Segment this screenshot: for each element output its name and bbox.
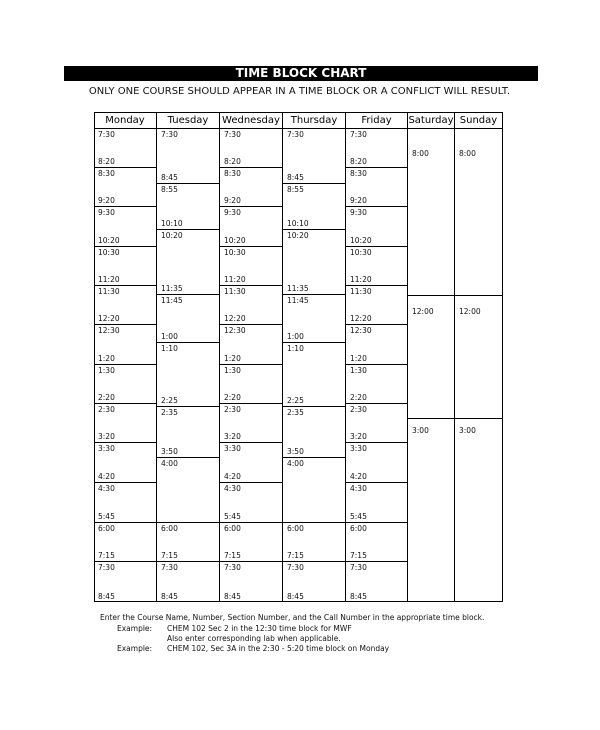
time-block[interactable] <box>283 523 345 562</box>
end-time: 11:35 <box>161 284 183 293</box>
end-time: 10:20 <box>98 236 120 245</box>
start-time: 9:30 <box>98 208 115 217</box>
end-time: 2:20 <box>98 393 115 402</box>
start-time: 11:45 <box>161 296 183 305</box>
end-time: 8:45 <box>224 592 241 601</box>
start-time: 6:00 <box>224 524 241 533</box>
time-block[interactable] <box>346 404 407 443</box>
time-block[interactable] <box>283 562 345 602</box>
day-header-sunday: Sunday <box>455 112 503 129</box>
start-time: 4:30 <box>350 484 367 493</box>
start-time: 7:30 <box>287 130 304 139</box>
end-time: 1:20 <box>350 354 367 363</box>
time-block[interactable] <box>283 295 345 343</box>
time-block[interactable] <box>346 483 407 523</box>
time-block[interactable] <box>157 184 219 230</box>
end-time: 5:45 <box>350 512 367 521</box>
time-block[interactable] <box>157 129 219 184</box>
start-time: 11:30 <box>350 287 372 296</box>
end-time: 9:20 <box>350 196 367 205</box>
start-time: 12:30 <box>98 326 120 335</box>
time-block[interactable] <box>94 247 156 286</box>
start-time: 3:30 <box>224 444 241 453</box>
end-time: 5:45 <box>224 512 241 521</box>
start-time: 2:35 <box>161 408 178 417</box>
time-block[interactable] <box>346 325 407 365</box>
time-block[interactable] <box>157 343 219 407</box>
time-block[interactable] <box>220 247 282 286</box>
start-time: 12:00 <box>459 307 481 316</box>
start-time: 9:30 <box>224 208 241 217</box>
end-time: 12:20 <box>224 314 246 323</box>
start-time: 8:30 <box>350 169 367 178</box>
start-time: 6:00 <box>98 524 115 533</box>
start-time: 6:00 <box>161 524 178 533</box>
start-time: 1:10 <box>287 344 304 353</box>
time-block[interactable] <box>220 207 282 247</box>
example-1: CHEM 102 Sec 2 in the 12:30 time block for MWF <box>167 624 352 633</box>
end-time: 8:45 <box>287 173 304 182</box>
example-1-lab: Also enter corresponding lab when applicable. <box>167 634 341 643</box>
example-label: Example: <box>117 624 153 633</box>
start-time: 3:30 <box>350 444 367 453</box>
end-time: 1:00 <box>287 332 304 341</box>
end-time: 9:20 <box>98 196 115 205</box>
subtitle: ONLY ONE COURSE SHOULD APPEAR IN A TIME BLOCK OR A CONFLICT WILL RESULT. <box>88 86 510 97</box>
start-time: 10:20 <box>161 231 183 240</box>
time-block[interactable] <box>94 325 156 365</box>
time-block[interactable] <box>157 523 219 562</box>
start-time: 11:30 <box>98 287 120 296</box>
time-block[interactable] <box>94 129 156 168</box>
end-time: 3:50 <box>161 447 178 456</box>
time-block[interactable] <box>455 129 502 296</box>
time-block[interactable] <box>283 129 345 184</box>
end-time: 3:50 <box>287 447 304 456</box>
time-block[interactable] <box>220 286 282 325</box>
end-time: 4:20 <box>224 472 241 481</box>
end-time: 3:20 <box>224 432 241 441</box>
start-time: 6:00 <box>287 524 304 533</box>
time-block[interactable] <box>94 168 156 207</box>
start-time: 12:30 <box>224 326 246 335</box>
start-time: 2:30 <box>350 405 367 414</box>
start-time: 4:00 <box>161 459 178 468</box>
start-time: 10:20 <box>287 231 309 240</box>
time-block[interactable] <box>94 286 156 325</box>
end-time: 12:20 <box>98 314 120 323</box>
time-block[interactable] <box>408 296 454 419</box>
start-time: 10:30 <box>98 248 120 257</box>
start-time: 9:30 <box>350 208 367 217</box>
end-time: 10:10 <box>161 219 183 228</box>
end-time: 2:20 <box>350 393 367 402</box>
day-column-monday <box>94 129 157 602</box>
start-time: 7:30 <box>350 130 367 139</box>
start-time: 11:30 <box>224 287 246 296</box>
time-block[interactable] <box>346 168 407 207</box>
end-time: 4:20 <box>98 472 115 481</box>
end-time: 12:20 <box>350 314 372 323</box>
time-block[interactable] <box>220 523 282 562</box>
time-block[interactable] <box>94 443 156 483</box>
start-time: 7:30 <box>287 563 304 572</box>
time-block[interactable] <box>157 295 219 343</box>
end-time: 3:20 <box>98 432 115 441</box>
time-block[interactable] <box>346 562 407 602</box>
end-time: 1:20 <box>224 354 241 363</box>
end-time: 2:25 <box>161 396 178 405</box>
end-time: 1:20 <box>98 354 115 363</box>
day-header-monday: Monday <box>94 112 157 129</box>
end-time: 5:45 <box>98 512 115 521</box>
day-column-wednesday <box>220 129 283 602</box>
time-block[interactable] <box>283 407 345 458</box>
time-block[interactable] <box>220 483 282 523</box>
time-block[interactable] <box>220 129 282 168</box>
end-time: 8:20 <box>350 157 367 166</box>
start-time: 7:30 <box>224 130 241 139</box>
time-block[interactable] <box>346 365 407 404</box>
time-block[interactable] <box>283 184 345 230</box>
start-time: 2:30 <box>98 405 115 414</box>
day-column-saturday <box>408 129 455 602</box>
time-block[interactable] <box>283 458 345 523</box>
start-time: 4:30 <box>98 484 115 493</box>
end-time: 7:15 <box>350 551 367 560</box>
time-block[interactable] <box>157 230 219 295</box>
start-time: 3:00 <box>412 426 429 435</box>
end-time: 11:35 <box>287 284 309 293</box>
time-block[interactable] <box>220 325 282 365</box>
instructions: Enter the Course Name, Number, Section Number, and the Call Number in the appropriate time block. <box>100 613 485 622</box>
time-block[interactable] <box>94 365 156 404</box>
start-time: 7:30 <box>98 563 115 572</box>
start-time: 10:30 <box>224 248 246 257</box>
time-block[interactable] <box>220 365 282 404</box>
end-time: 8:45 <box>161 592 178 601</box>
start-time: 7:30 <box>350 563 367 572</box>
time-block[interactable] <box>157 458 219 523</box>
end-time: 8:45 <box>161 173 178 182</box>
start-time: 12:30 <box>350 326 372 335</box>
day-column-friday <box>346 129 408 602</box>
end-time: 7:15 <box>161 551 178 560</box>
time-block[interactable] <box>94 562 156 602</box>
time-block[interactable] <box>220 168 282 207</box>
start-time: 11:45 <box>287 296 309 305</box>
end-time: 10:20 <box>350 236 372 245</box>
end-time: 1:00 <box>161 332 178 341</box>
end-time: 11:20 <box>350 275 372 284</box>
start-time: 8:00 <box>412 149 429 158</box>
time-block[interactable] <box>94 404 156 443</box>
start-time: 1:30 <box>350 366 367 375</box>
end-time: 8:20 <box>224 157 241 166</box>
time-block[interactable] <box>283 343 345 407</box>
end-time: 7:15 <box>287 551 304 560</box>
start-time: 4:30 <box>224 484 241 493</box>
start-time: 1:10 <box>161 344 178 353</box>
time-block[interactable] <box>346 207 407 247</box>
example-2: CHEM 102, Sec 3A in the 2:30 - 5:20 time block on Monday <box>167 644 390 653</box>
time-block[interactable] <box>157 407 219 458</box>
start-time: 6:00 <box>350 524 367 533</box>
time-block[interactable] <box>455 419 502 602</box>
day-header-saturday: Saturday <box>408 112 455 129</box>
start-time: 3:30 <box>98 444 115 453</box>
end-time: 4:20 <box>350 472 367 481</box>
end-time: 7:15 <box>224 551 241 560</box>
time-block[interactable] <box>346 286 407 325</box>
time-block[interactable] <box>408 419 454 602</box>
start-time: 7:30 <box>98 130 115 139</box>
start-time: 4:00 <box>287 459 304 468</box>
start-time: 7:30 <box>161 130 178 139</box>
start-time: 1:30 <box>224 366 241 375</box>
end-time: 2:25 <box>287 396 304 405</box>
time-block[interactable] <box>220 443 282 483</box>
end-time: 8:45 <box>287 592 304 601</box>
time-block[interactable] <box>94 207 156 247</box>
time-block[interactable] <box>346 247 407 286</box>
time-block[interactable] <box>157 562 219 602</box>
end-time: 8:45 <box>350 592 367 601</box>
time-block[interactable] <box>346 523 407 562</box>
day-column-thursday <box>283 129 346 602</box>
day-column-tuesday <box>157 129 220 602</box>
start-time: 8:55 <box>161 185 178 194</box>
end-time: 8:20 <box>98 157 115 166</box>
end-time: 2:20 <box>224 393 241 402</box>
day-header-wednesday: Wednesday <box>220 112 283 129</box>
day-header-thursday: Thursday <box>283 112 346 129</box>
end-time: 10:20 <box>224 236 246 245</box>
end-time: 7:15 <box>98 551 115 560</box>
end-time: 10:10 <box>287 219 309 228</box>
example-label: Example: <box>117 644 153 653</box>
start-time: 7:30 <box>224 563 241 572</box>
start-time: 8:55 <box>287 185 304 194</box>
start-time: 2:35 <box>287 408 304 417</box>
time-block[interactable] <box>220 562 282 602</box>
time-block[interactable] <box>94 523 156 562</box>
time-block[interactable] <box>346 129 407 168</box>
start-time: 2:30 <box>224 405 241 414</box>
end-time: 11:20 <box>98 275 120 284</box>
time-block[interactable] <box>408 129 454 296</box>
time-block[interactable] <box>283 230 345 295</box>
start-time: 8:30 <box>224 169 241 178</box>
start-time: 12:00 <box>412 307 434 316</box>
day-column-sunday <box>455 129 503 602</box>
start-time: 1:30 <box>98 366 115 375</box>
time-block[interactable] <box>346 443 407 483</box>
start-time: 8:30 <box>98 169 115 178</box>
end-time: 11:20 <box>224 275 246 284</box>
day-header-tuesday: Tuesday <box>157 112 220 129</box>
end-time: 8:45 <box>98 592 115 601</box>
day-header-friday: Friday <box>346 112 408 129</box>
start-time: 8:00 <box>459 149 476 158</box>
time-block[interactable] <box>94 483 156 523</box>
start-time: 7:30 <box>161 563 178 572</box>
start-time: 10:30 <box>350 248 372 257</box>
time-block[interactable] <box>455 296 502 419</box>
end-time: 9:20 <box>224 196 241 205</box>
page-title: TIME BLOCK CHART <box>64 66 538 81</box>
end-time: 3:20 <box>350 432 367 441</box>
start-time: 3:00 <box>459 426 476 435</box>
time-block[interactable] <box>220 404 282 443</box>
